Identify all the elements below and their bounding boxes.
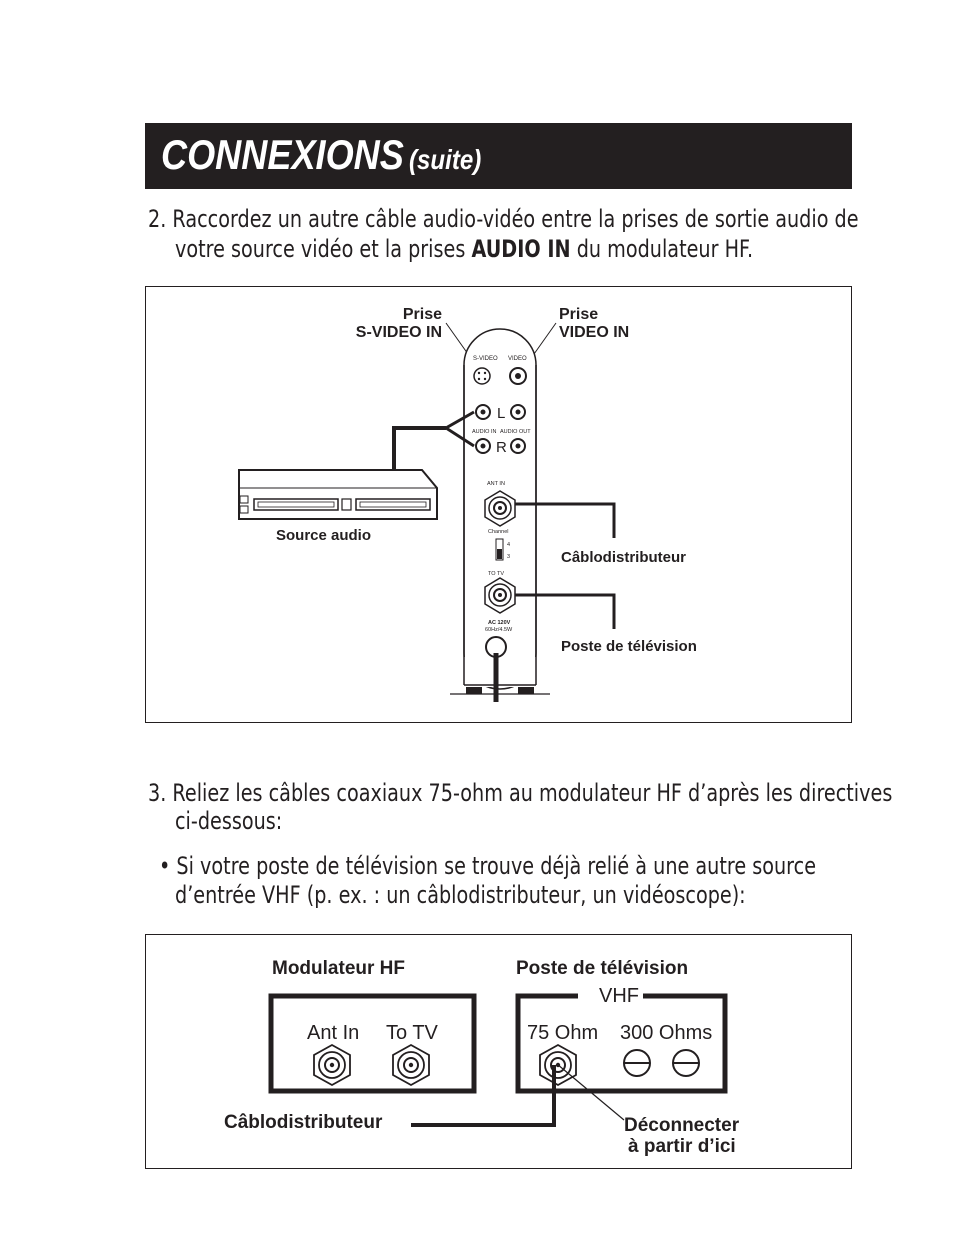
- svideo-jack: [474, 368, 490, 384]
- svideo-label-1: Prise: [402, 306, 442, 323]
- power-rating-2: 60Hz/4.5W: [485, 627, 513, 633]
- step3-line2: ci-dessous:: [175, 807, 283, 835]
- channel-switch: [496, 539, 503, 560]
- modulator-panel: [271, 996, 474, 1091]
- connection-diagram-coax: [145, 934, 852, 1169]
- disconnect-label-1: Déconnecter: [624, 1115, 740, 1136]
- video-label-2: VIDEO IN: [559, 324, 630, 341]
- ant-in-label: Ant In: [307, 1022, 360, 1044]
- ohm300-screw-1: [624, 1050, 650, 1076]
- to-tv-connector: [393, 1045, 429, 1085]
- svideo-label-2: S-VIDEO IN: [355, 324, 442, 341]
- modulator-title: Modulateur HF: [272, 958, 405, 979]
- svideo-port-label: S-VIDEO: [473, 356, 498, 362]
- ant-in-port-label: ANT IN: [487, 481, 505, 487]
- channel-3-label: 3: [507, 554, 511, 560]
- step2-line2-end: du modulateur HF.: [576, 235, 754, 263]
- section-header: [145, 123, 852, 189]
- audio-out-left-jack: [511, 405, 525, 419]
- audio-out-port-label: AUDIO OUT: [500, 429, 531, 435]
- disconnect-label-2: à partir d’ici: [628, 1136, 736, 1157]
- left-channel-label: L: [497, 405, 506, 422]
- step2-line1: 2. Raccordez un autre câble audio-vidéo entre la prises de sortie audio de: [148, 205, 859, 233]
- ohm75-label: 75 Ohm: [527, 1022, 599, 1044]
- to-tv-port-label: TO TV: [488, 571, 504, 577]
- step2-line2: [175, 235, 753, 264]
- cable-box-label: Câblodistributeur: [561, 549, 687, 566]
- tv-title: Poste de télévision: [516, 958, 689, 979]
- step3-line1: 3. Reliez les câbles coaxiaux 75-ohm au modulateur HF d’après les directives: [148, 779, 893, 807]
- channel-label: Channel: [488, 529, 509, 535]
- step3-bullet-line2: d’entrée VHF (p. ex. : un câblodistributeur, un vidéoscope):: [175, 881, 746, 909]
- power-rating-1: AC 120V: [488, 620, 511, 626]
- tv-label: Poste de télévision: [561, 638, 697, 655]
- connection-diagram-audio: [145, 286, 852, 723]
- cable-box-label: Câblodistributeur: [224, 1112, 383, 1133]
- vhf-label: VHF: [599, 985, 639, 1007]
- title-text: CONNEXIONS: [161, 131, 404, 178]
- ohm300-screw-2: [673, 1050, 699, 1076]
- step2-line2-text: votre source vidéo et la prises: [175, 235, 466, 263]
- page-title: [161, 131, 481, 179]
- video-port-label: VIDEO: [508, 356, 527, 362]
- channel-4-label: 4: [507, 542, 511, 548]
- title-suffix: (suite): [409, 144, 482, 175]
- ant-in-connector: [314, 1045, 350, 1085]
- right-channel-label: R: [496, 439, 507, 456]
- audio-in-right-jack: [476, 439, 490, 453]
- audio-source-device: [239, 470, 437, 519]
- ohm300-label: 300 Ohms: [620, 1022, 713, 1044]
- video-jack: [510, 368, 526, 384]
- audio-in-left-jack: [476, 405, 490, 419]
- step3-bullet-line1: • Si votre poste de télévision se trouve déjà relié à une autre source: [159, 852, 817, 880]
- audio-in-keyword: AUDIO IN: [471, 235, 571, 263]
- source-audio-label: Source audio: [276, 527, 372, 544]
- audio-cable: [394, 428, 446, 470]
- to-tv-label: To TV: [386, 1022, 438, 1044]
- audio-in-port-label: AUDIO IN: [472, 429, 497, 435]
- video-label-1: Prise: [559, 306, 599, 323]
- audio-out-right-jack: [511, 439, 525, 453]
